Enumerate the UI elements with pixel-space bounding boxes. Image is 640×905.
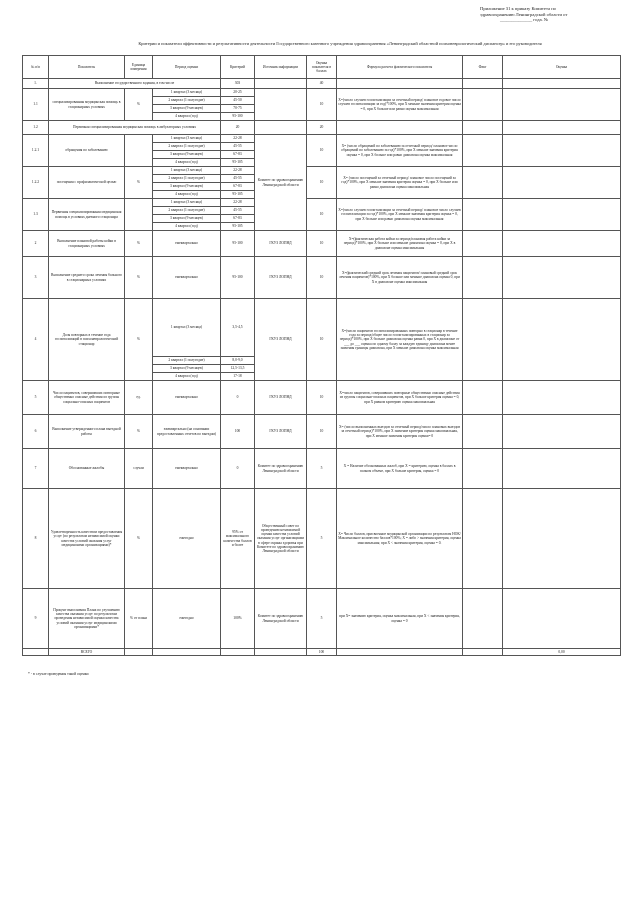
document-title: Критерии и показатели эффективности и результативности деятельности Государственного казенного учреждения здравоохранения «Ленинградский областной психоневрологический диспансер» и его руководителя: [138, 41, 542, 46]
criterion: 67-83: [221, 151, 255, 159]
unit: %: [125, 489, 153, 589]
total-evaluation: 0,00: [503, 649, 621, 656]
period: 3 квартал (9 месяцев): [153, 151, 221, 159]
period: 1 квартал (3 месяца): [153, 199, 221, 207]
evaluation: [503, 121, 621, 135]
criterion: 95-105: [221, 191, 255, 199]
fact: [463, 167, 503, 199]
source: Комитет по здравоохранению Ленинградской области: [255, 449, 307, 489]
table-row: [23, 89, 621, 97]
formula: Х=(число случаев госпитализации за отчетный период/ плановое годовое число случаев госпитализации за год)*100%, при Х меньше значения критерия оценка = 0, при Х больше или равно оценка максимальная: [337, 89, 463, 121]
footnote: * - в случае проведения такой оценки: [28, 672, 89, 676]
criterion: 22-28: [221, 199, 255, 207]
evaluation: [503, 135, 621, 167]
column-header: Факт: [463, 56, 503, 79]
evaluation: [503, 381, 621, 415]
table-row: [23, 381, 621, 415]
formula: Х=(число случаев госпитализации за отчетный период/ плановое число случаев госпитализации за год)*100%, при Х меньше значения критерия оценка = 0, при Х больше или равно диапазона оценка максимальная: [337, 199, 463, 231]
row-number: 6: [23, 415, 49, 449]
source: [255, 79, 307, 89]
period: ежеквартально: [153, 257, 221, 299]
evaluation: [503, 589, 621, 649]
indicator: Число пациентов, совершивших повторные общественно опасные действия из группы социально-опасных пациентов: [49, 381, 125, 415]
criterion: 100: [221, 415, 255, 449]
formula: Х = Наличие обоснованных жалоб, при Х = критерию, оценка в баллах в полном объеме, при Х больше критерия, оценка = 0: [337, 449, 463, 489]
source: Комитет по здравоохранению Ленинградской области: [255, 589, 307, 649]
unit: случаи: [125, 449, 153, 489]
column-header: Формула расчета фактического показателя: [337, 56, 463, 79]
score: 10: [307, 381, 337, 415]
formula: Х= (число обращений по заболеванию за отчетный период/ плановое число обращений по заболеванию за год)*100%, при Х меньше значения критерия оценка = 0, при Х больше или равно диапазона оценка максимальная: [337, 135, 463, 167]
formula: Х=число пациентов, совершивших повторные общественно опасные действия из группы социально-опасных пациентов, при Х больше критерия оценка = 0, при Х равном критерию оценка максимальная: [337, 381, 463, 415]
criterion: 8,0-9,0: [221, 357, 255, 365]
fact: [463, 89, 503, 121]
source: Комитет по здравоохранению Ленинградской области: [255, 135, 307, 231]
formula: Х=(фактическая работа койки за период/плановая работа койки за период)*100%, при Х больше или меньше диапазона оценка = 0, при Х в диапазоне оценка максимальная: [337, 231, 463, 257]
score: 10: [307, 415, 337, 449]
source: [255, 121, 307, 135]
criterion: 22-28: [221, 167, 255, 175]
period: 1 квартал (3 месяца): [153, 135, 221, 143]
fact: [463, 449, 503, 489]
criterion: 70-75: [221, 105, 255, 113]
period: 2 квартал (1 полугодие): [153, 207, 221, 215]
column-header: Критерий: [221, 56, 255, 79]
source: ГКУЗ ЛОПНД: [255, 231, 307, 257]
period: 3 квартал (9 месяцев): [153, 105, 221, 113]
table-row: [23, 121, 621, 135]
empty-cell: [221, 649, 255, 656]
criterion: 100%: [221, 589, 255, 649]
period: ежегодно: [153, 489, 221, 589]
fact: [463, 79, 503, 89]
source: ГКУЗ ЛОПНД: [255, 257, 307, 299]
table-row: [23, 79, 621, 89]
row-number: 1.2.2: [23, 167, 49, 199]
column-header: Оценка показателя в баллах: [307, 56, 337, 79]
row-number: 7: [23, 449, 49, 489]
indicator: обращения по заболеванию: [49, 135, 125, 167]
indicator: Доля повторных в течение года госпитализаций в психоневрологический стационар: [49, 299, 125, 381]
period: ежеквартально: [153, 231, 221, 257]
fact: [463, 381, 503, 415]
table-row: [23, 489, 621, 589]
indicator: специализированная медицинская помощь в стационарных условиях: [49, 89, 125, 121]
evaluation: [503, 199, 621, 231]
criterion: 20: [221, 121, 255, 135]
fact: [463, 135, 503, 167]
period: 2 квартал (1 полугодие): [153, 357, 221, 365]
formula: [337, 79, 463, 89]
criterion: 95-105: [221, 159, 255, 167]
fact: [463, 199, 503, 231]
score: 10: [307, 199, 337, 231]
unit: %: [125, 231, 153, 257]
period: 4 квартал (год): [153, 113, 221, 121]
fact: [463, 231, 503, 257]
column-header: Единица измерения: [125, 56, 153, 79]
appendix-line: ______________ года. №: [500, 17, 549, 23]
table-row: [23, 135, 621, 143]
unit: ед.: [125, 381, 153, 415]
row-number: 3: [23, 257, 49, 299]
row-number: [23, 649, 49, 656]
criterion: 22-28: [221, 135, 255, 143]
unit: % от плана: [125, 589, 153, 649]
criterion: 67-83: [221, 183, 255, 191]
source: ГКУЗ ЛОПНД: [255, 415, 307, 449]
criterion: 95% от максимального количества баллов и более: [221, 489, 255, 589]
evaluation: [503, 415, 621, 449]
indicator: Обоснованные жалобы: [49, 449, 125, 489]
unit: %: [125, 257, 153, 299]
row-number: 1.2: [23, 121, 49, 135]
row-number: 2: [23, 231, 49, 257]
unit: [125, 199, 153, 231]
criterion: 303: [221, 79, 255, 89]
score: 40: [307, 79, 337, 89]
indicator: Выполнение утвержденного плана выездной работы: [49, 415, 125, 449]
fact: [463, 415, 503, 449]
table-row: [23, 299, 621, 357]
column-header: Показатель: [49, 56, 125, 79]
criterion: 45-55: [221, 175, 255, 183]
period: 4 квартал (год): [153, 159, 221, 167]
criterion: 0: [221, 381, 255, 415]
row-number: 4: [23, 299, 49, 381]
fact: [463, 257, 503, 299]
total-label: ВСЕГО: [49, 649, 125, 656]
criterion: 95-100: [221, 257, 255, 299]
table-row: [23, 167, 621, 175]
period: 2 квартал (1 полугодие): [153, 143, 221, 151]
evaluation: [503, 257, 621, 299]
column-header: № п/п: [23, 56, 49, 79]
indicator: Первичная специализированная медицинская помощь в амбулаторных условиях: [49, 121, 221, 135]
score: 5: [307, 489, 337, 589]
period: 4 квартал (год): [153, 373, 221, 381]
indicator: Процент выполнения Плана по улучшению качества оказания услуг по результатам проведения независимой оценки качества условий оказания услуг медицинскими организациями*: [49, 589, 125, 649]
total-row: [23, 649, 621, 656]
period: 1 квартал (3 месяца): [153, 167, 221, 175]
source: [255, 89, 307, 121]
period: 3 квартал (9 месяцев): [153, 215, 221, 223]
period: 2 квартал (1 полугодие): [153, 97, 221, 105]
source: ГКУЗ ЛОПНД: [255, 299, 307, 381]
period: ежеквартально (на основании предоставленных отчетов по выездам): [153, 415, 221, 449]
evaluation: [503, 231, 621, 257]
unit: [125, 135, 153, 167]
criterion: 0: [221, 449, 255, 489]
period: 1 квартал (3 месяца): [153, 299, 221, 357]
score: 10: [307, 257, 337, 299]
period: 4 квартал (год): [153, 191, 221, 199]
row-number: 8: [23, 489, 49, 589]
fact: [463, 489, 503, 589]
header-row: [23, 56, 621, 79]
indicator: Удовлетворенность качеством предоставления услуг (по результатам независимой оценки качества условий оказания услуг медицинскими организациями)*: [49, 489, 125, 589]
empty-cell: [153, 649, 221, 656]
criterion: 95-100: [221, 231, 255, 257]
appendix-note: [480, 6, 630, 23]
table-row: [23, 199, 621, 207]
formula: Х= (число выполненных выездов за отчетный период/число плановых выездов за отчетный период)*100%, при Х значение критерия оценка максимальная, при Х меньше значения критерия оценка= 0: [337, 415, 463, 449]
source: Общественный совет по проведению независимой оценки качества условий оказания услуг организациями в сфере охраны здоровья при Комитете по здравоохранению Ленинградской области: [255, 489, 307, 589]
period: 3 квартал (9 месяцев): [153, 365, 221, 373]
column-header: Период оценки: [153, 56, 221, 79]
table-row: [23, 449, 621, 489]
fact: [463, 121, 503, 135]
formula: Х= Число баллов, присвоенное медицинской организации по результатам НОК/Максимальное количество баллов*100%; Х = либо > значения критерия, оценка максимальная; при Х < значения критерия, оценка = 0.: [337, 489, 463, 589]
score: 10: [307, 299, 337, 381]
evaluation: [503, 89, 621, 121]
criterion: 67-83: [221, 215, 255, 223]
period: ежеквартально: [153, 381, 221, 415]
period: 4 квартал (год): [153, 223, 221, 231]
period: ежегодно: [153, 589, 221, 649]
indicator: Первичная специализированная медицинская помощь в условиях дневного стационара: [49, 199, 125, 231]
row-number: 1.3: [23, 199, 49, 231]
appendix-line: здравоохранению Ленинградской области от: [480, 11, 568, 17]
score: 10: [307, 135, 337, 167]
score: 10: [307, 167, 337, 199]
unit: %: [125, 89, 153, 121]
row-number: 1.1: [23, 89, 49, 121]
formula: [337, 121, 463, 135]
indicator: Выполнение государственного задания, в том числе: [49, 79, 221, 89]
table-row: [23, 589, 621, 649]
table-row: [23, 415, 621, 449]
indicator: Выполнение плановой работы койки в стационарных условиях: [49, 231, 125, 257]
evaluation: [503, 167, 621, 199]
formula: Х=(фактический средний срок лечения пациентов/ плановый средний срок лечения пациентов)*100%, при Х больше или меньше диапазона оценка 0, при Х в диапазоне оценка максимальная: [337, 257, 463, 299]
criteria-table: [22, 55, 621, 656]
criterion: 45-50: [221, 97, 255, 105]
table-row: [23, 231, 621, 257]
criterion: 3,5-4,5: [221, 299, 255, 357]
period: ежеквартально: [153, 449, 221, 489]
formula: Х=(число пациентов госпитализированных повторно в стационар в течение года за период/общее число госпитализированных в стационар за период)*100%, при Х больше диапазона оценка равна 0, при Х в диапазоне от ___ до ___ оценка по одному баллу за каждую единицу диапазона менее значения границы диапазона, при Х меньше диапазона оценка максимальная: [337, 299, 463, 381]
unit: %: [125, 415, 153, 449]
table-row: [23, 257, 621, 299]
evaluation: [503, 79, 621, 89]
source: ГКУЗ ЛОПНД: [255, 381, 307, 415]
fact: [463, 299, 503, 381]
total-score: 100: [307, 649, 337, 656]
row-number: 5: [23, 381, 49, 415]
criterion: 45-55: [221, 143, 255, 151]
period: 2 квартал (1 полугодие): [153, 175, 221, 183]
score: 10: [307, 89, 337, 121]
criterion: 95-100: [221, 113, 255, 121]
evaluation: [503, 489, 621, 589]
row-number: 9: [23, 589, 49, 649]
appendix-line: Приложение 31 к приказу Комитета по: [480, 6, 556, 11]
score: 10: [307, 231, 337, 257]
criterion: 95-105: [221, 223, 255, 231]
empty-cell: [255, 649, 307, 656]
score: 5: [307, 449, 337, 489]
criterion: 12,5-13,5: [221, 365, 255, 373]
indicator: посещения с профилактической целью: [49, 167, 125, 199]
evaluation: [503, 449, 621, 489]
row-number: 1.: [23, 79, 49, 89]
period: 3 квартал (9 месяцев): [153, 183, 221, 191]
evaluation: [503, 299, 621, 381]
unit: %: [125, 167, 153, 199]
column-header: Оценка: [503, 56, 621, 79]
formula: Х= (число посещений за отчетный период/ плановое число посещений за год)*100%, при Х меньше значения критерия оценка = 0, при Х больше или равно диапазона оценка максимальная: [337, 167, 463, 199]
indicator: Выполнение среднего срока лечения больного в стационарных условиях: [49, 257, 125, 299]
period: 1 квартал (3 месяца): [153, 89, 221, 97]
criterion: 20-25: [221, 89, 255, 97]
empty-cell: [463, 649, 503, 656]
criterion: 17-18: [221, 373, 255, 381]
criterion: 45-55: [221, 207, 255, 215]
score: 20: [307, 121, 337, 135]
score: 5: [307, 589, 337, 649]
unit: %: [125, 299, 153, 381]
empty-cell: [125, 649, 153, 656]
row-number: 1.2.1: [23, 135, 49, 167]
column-header: Источник информации: [255, 56, 307, 79]
fact: [463, 589, 503, 649]
formula: при Х= значению критерия, оценка максимальная, при Х < значения критерия, оценка = 0: [337, 589, 463, 649]
empty-cell: [337, 649, 463, 656]
